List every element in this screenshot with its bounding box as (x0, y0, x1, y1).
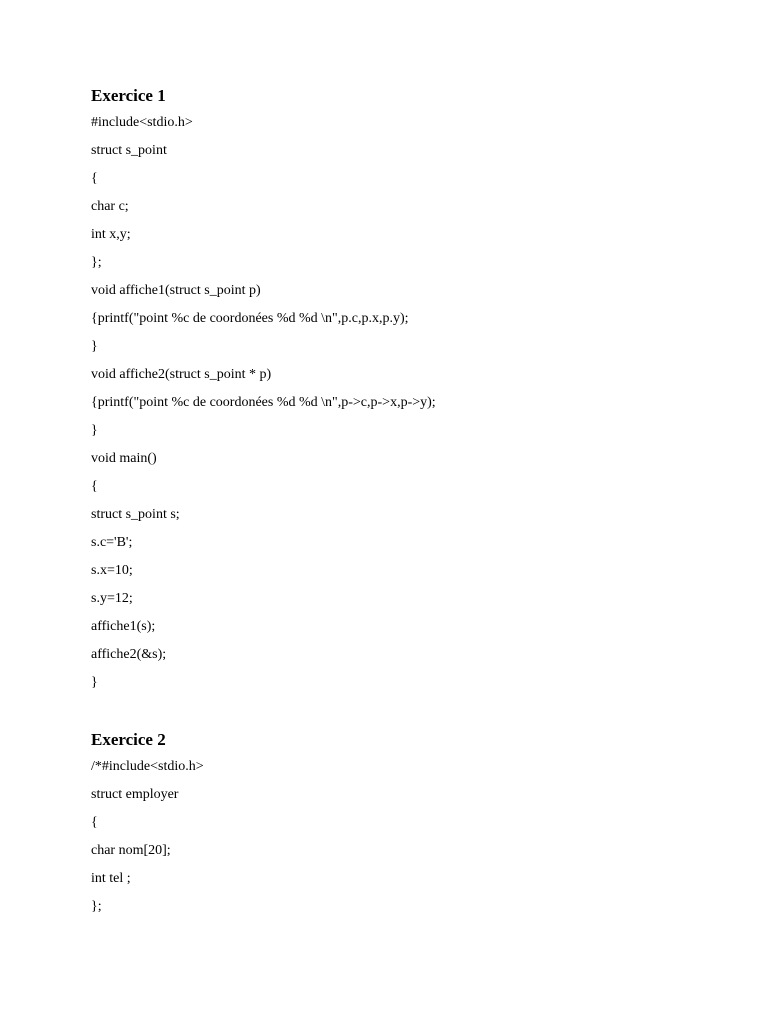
code-line: { (91, 479, 98, 494)
code-line: char c; (91, 199, 129, 214)
exercise-1-code (91, 109, 731, 697)
code-line: s.y=12; (91, 591, 133, 606)
code-line: #include<stdio.h> (91, 115, 193, 130)
code-line: void main() (91, 451, 157, 466)
code-line: }; (91, 899, 102, 914)
code-line: char nom[20]; (91, 843, 171, 858)
code-line: {printf("point %c de coordonées %d %d \n",p->c,p->x,p->y); (91, 395, 436, 410)
code-line: affiche1(s); (91, 619, 156, 634)
code-line: void affiche1(struct s_point p) (91, 283, 261, 298)
code-line: } (91, 675, 98, 690)
exercise-1-title: Exercice 1 (91, 86, 166, 105)
code-line: } (91, 339, 98, 354)
code-line: { (91, 171, 98, 186)
code-line: int tel ; (91, 871, 131, 886)
exercise-2-title: Exercice 2 (91, 730, 166, 749)
exercise-2-section (91, 728, 731, 921)
code-line: }; (91, 255, 102, 270)
code-line: struct employer (91, 787, 179, 802)
code-line: struct s_point s; (91, 507, 180, 522)
code-line: } (91, 423, 98, 438)
code-line: struct s_point (91, 143, 167, 158)
code-line: {printf("point %c de coordonées %d %d \n",p.c,p.x,p.y); (91, 311, 409, 326)
code-line: s.c='B'; (91, 535, 133, 550)
code-line: s.x=10; (91, 563, 133, 578)
code-line: void affiche2(struct s_point * p) (91, 367, 272, 382)
exercise-1-section (91, 84, 731, 697)
document-page (91, 84, 731, 921)
code-line: int x,y; (91, 227, 131, 242)
exercise-2-code (91, 753, 731, 921)
code-line: affiche2(&s); (91, 647, 167, 662)
code-line: { (91, 815, 98, 830)
code-line: /*#include<stdio.h> (91, 759, 204, 774)
